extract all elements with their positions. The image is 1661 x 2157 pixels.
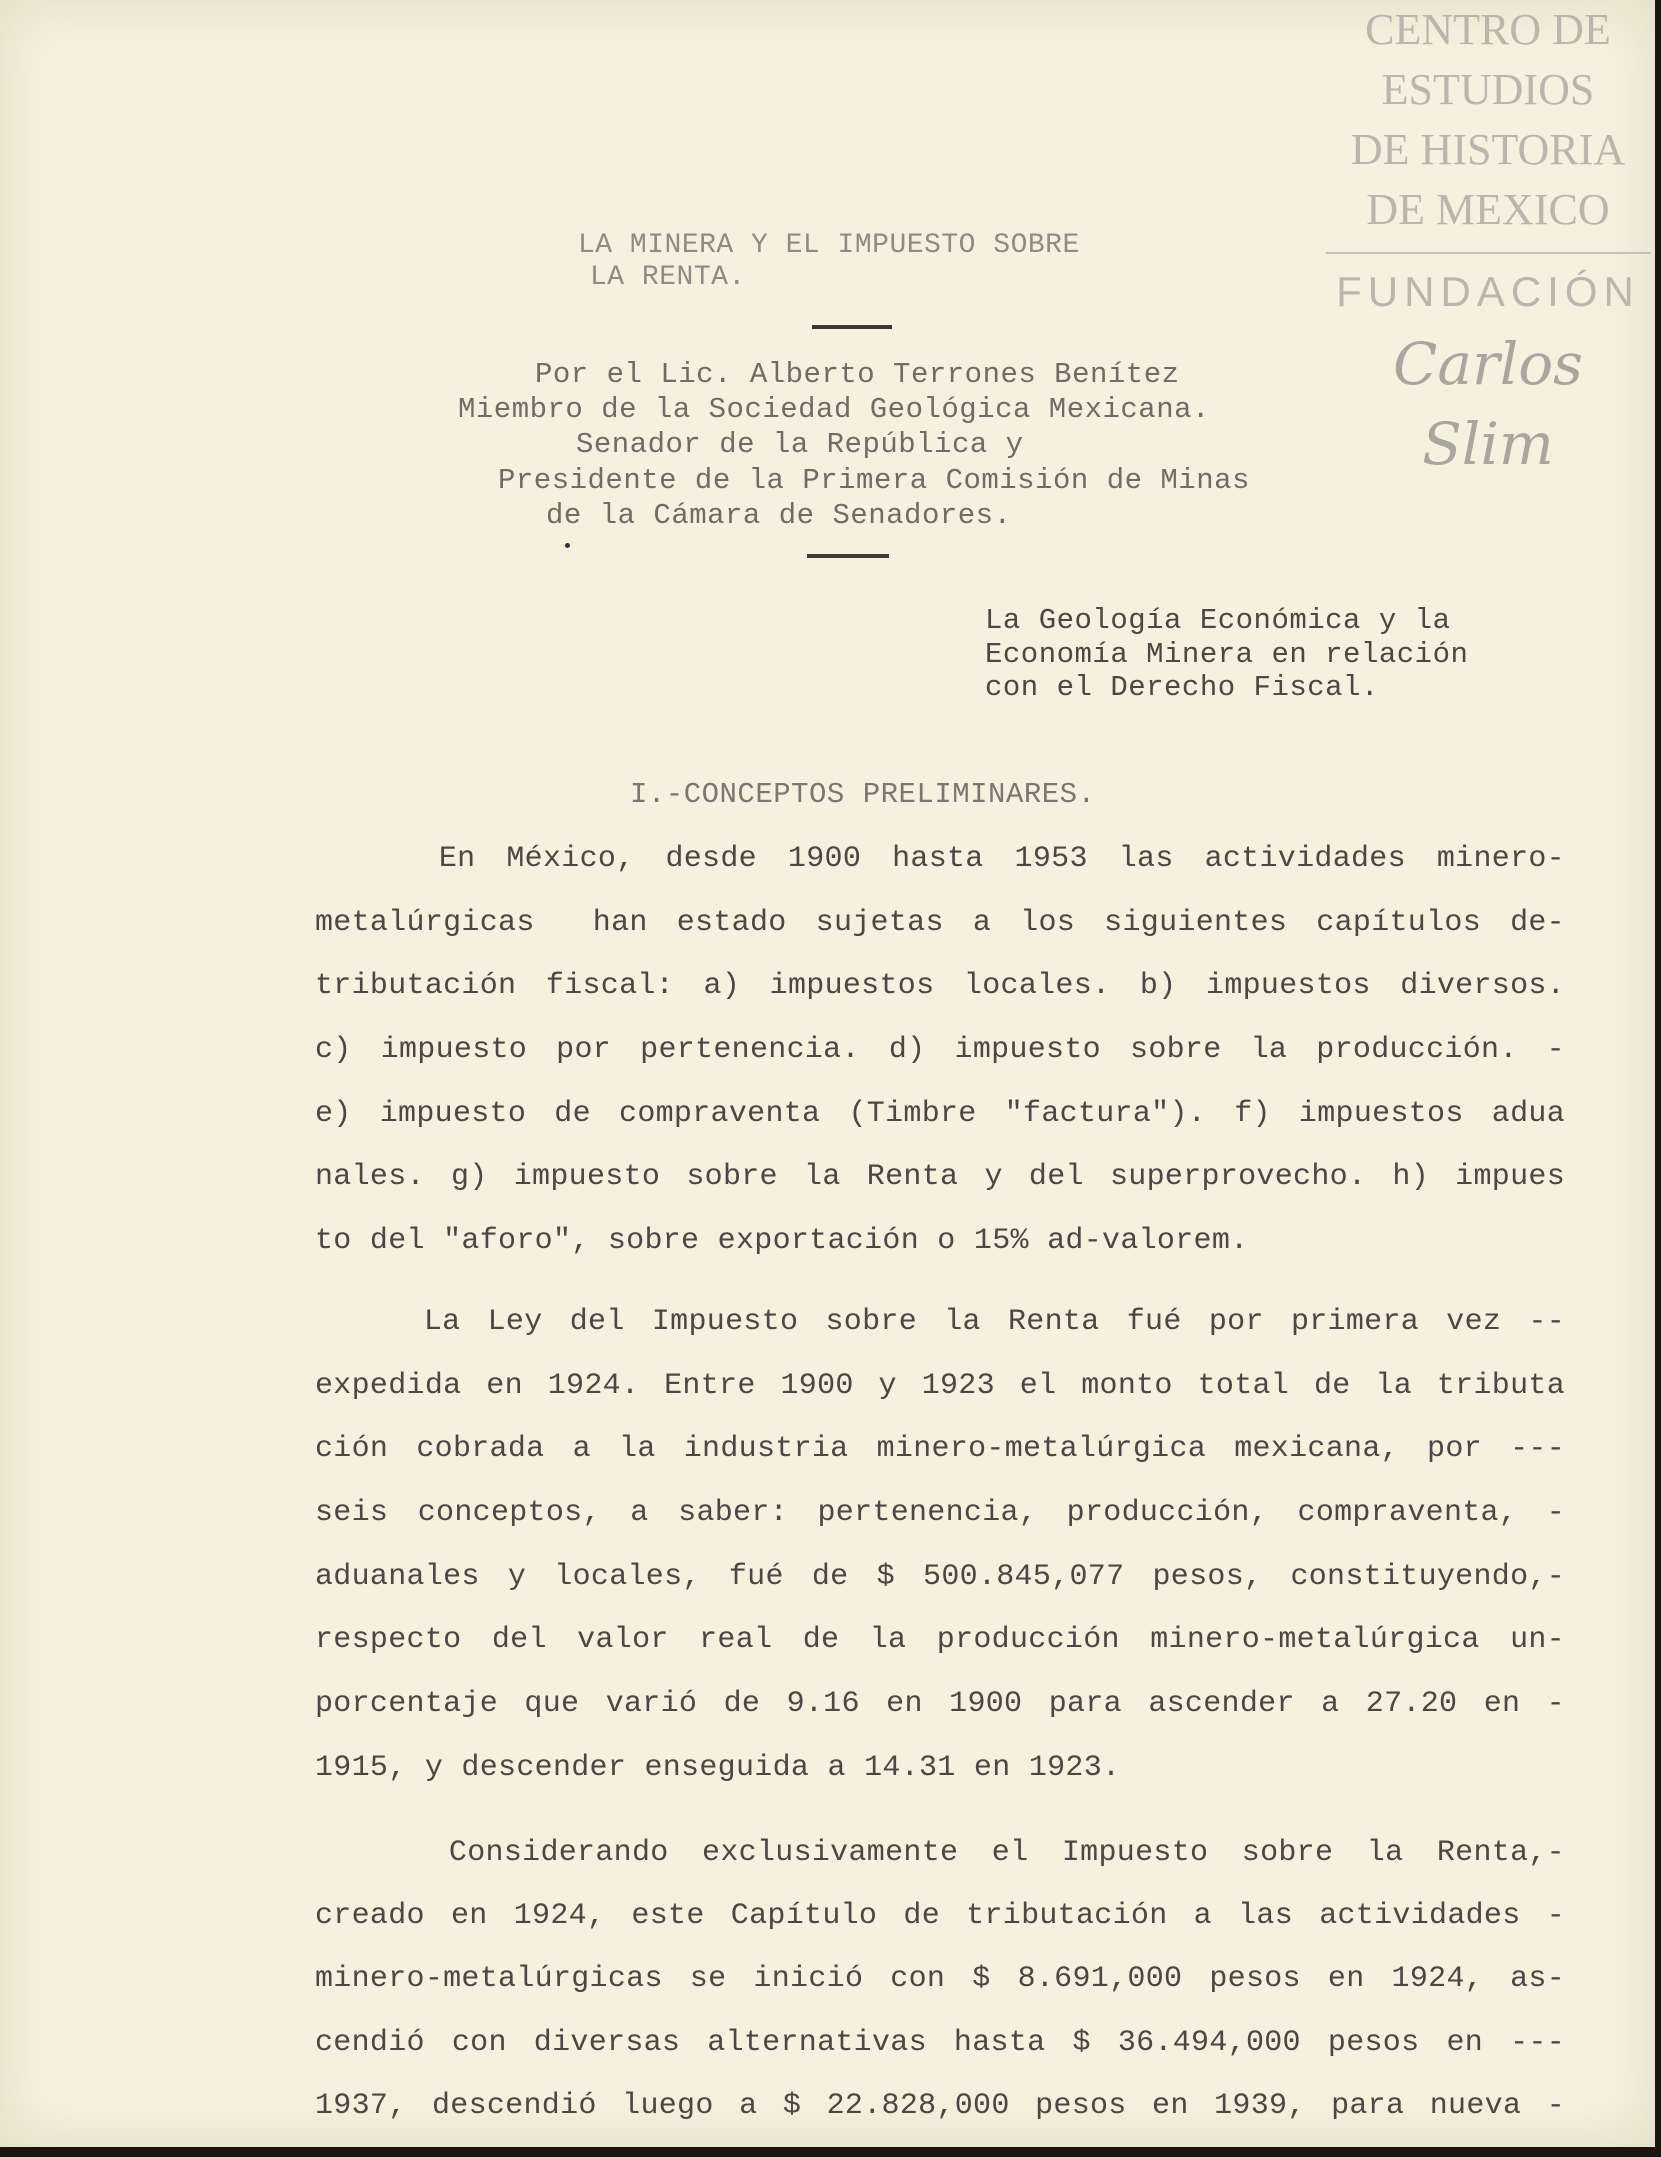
watermark-foundation: FUNDACIÓN — [1336, 268, 1640, 315]
archive-watermark — [1323, 0, 1653, 484]
paragraph-line: respecto del valor real de la producción minero-metalúrgica un- — [315, 1623, 1565, 1657]
paragraph-line: expedida en 1924. Entre 1900 y 1923 el monto total de la tributa — [315, 1369, 1565, 1403]
byline-office: Senador de la República y — [576, 428, 1024, 461]
paragraph-line: e) impuesto de compraventa (Timbre "factura"). f) impuestos adua — [315, 1097, 1565, 1131]
byline-affiliation: Miembro de la Sociedad Geológica Mexicana. — [458, 393, 1210, 426]
byline-author: Por el Lic. Alberto Terrones Benítez — [535, 358, 1180, 391]
paragraph-line: c) impuesto por pertenencia. d) impuesto sobre la producción. - — [315, 1033, 1565, 1067]
watermark-institution — [1323, 0, 1653, 240]
stray-mark — [565, 543, 570, 548]
watermark-line: DE MEXICO — [1366, 185, 1610, 234]
watermark-line: DE HISTORIA — [1350, 125, 1626, 174]
paragraph-line: 1937, descendió luego a $ 22.828,000 pesos en 1939, para nueva - — [315, 2089, 1565, 2123]
section-heading: I.-CONCEPTOS PRELIMINARES. — [630, 778, 1096, 811]
paragraph-line: to del "aforo", sobre exportación o 15% ad-valorem. — [315, 1224, 1249, 1258]
watermark-line: ESTUDIOS — [1381, 65, 1595, 114]
paragraph-line: En México, desde 1900 hasta 1953 las actividades minero- — [315, 842, 1565, 876]
watermark-line: CENTRO DE — [1365, 5, 1611, 54]
title-separator — [812, 325, 892, 329]
paragraph-line: Considerando exclusivamente el Impuesto sobre la Renta,- — [315, 1836, 1565, 1870]
subtitle-line-2: Economía Minera en relación — [985, 638, 1469, 671]
byline-chamber: de la Cámara de Senadores. — [546, 499, 1012, 532]
paragraph-line: La Ley del Impuesto sobre la Renta fué por primera vez -- — [315, 1305, 1565, 1339]
paragraph-line: seis conceptos, a saber: pertenencia, producción, compraventa, - — [315, 1496, 1565, 1530]
paragraph-line: tributación fiscal: a) impuestos locales. b) impuestos diversos. — [315, 969, 1565, 1003]
paragraph-line: 1915, y descender enseguida a 14.31 en 1923. — [315, 1751, 1121, 1785]
paragraph-line: cendió con diversas alternativas hasta $ 36.494,000 pesos en --- — [315, 2026, 1565, 2060]
subtitle-line-1: La Geología Económica y la — [985, 604, 1451, 637]
paragraph-line: ción cobrada a la industria minero-metalúrgica mexicana, por --- — [315, 1432, 1565, 1466]
document-title-line-1: LA MINERA Y EL IMPUESTO SOBRE — [578, 230, 1080, 261]
paragraph-line: nales. g) impuesto sobre la Renta y del superprovecho. h) impues — [315, 1160, 1565, 1194]
paragraph-line: aduanales y locales, fué de $ 500.845,077 pesos, constituyendo,- — [315, 1560, 1565, 1594]
paragraph-line: porcentaje que varió de 9.16 en 1900 para ascender a 27.20 en - — [315, 1687, 1565, 1721]
scan-edge-right — [1655, 0, 1661, 2157]
paragraph-line: creado en 1924, este Capítulo de tributación a las actividades - — [315, 1899, 1565, 1933]
byline-position: Presidente de la Primera Comisión de Minas — [498, 464, 1250, 497]
watermark-signature: Carlos Slim — [1393, 330, 1583, 478]
document-title-line-2: LA RENTA. — [590, 262, 746, 293]
paragraph-line: minero-metalúrgicas se inició con $ 8.691,000 pesos en 1924, as- — [315, 1962, 1565, 1996]
scan-edge-bottom — [0, 2147, 1661, 2157]
byline-separator — [807, 554, 889, 558]
watermark-divider — [1326, 252, 1651, 254]
paragraph-line: metalúrgicas han estado sujetas a los siguientes capítulos de- — [315, 906, 1565, 940]
subtitle-line-3: con el Derecho Fiscal. — [985, 671, 1379, 704]
